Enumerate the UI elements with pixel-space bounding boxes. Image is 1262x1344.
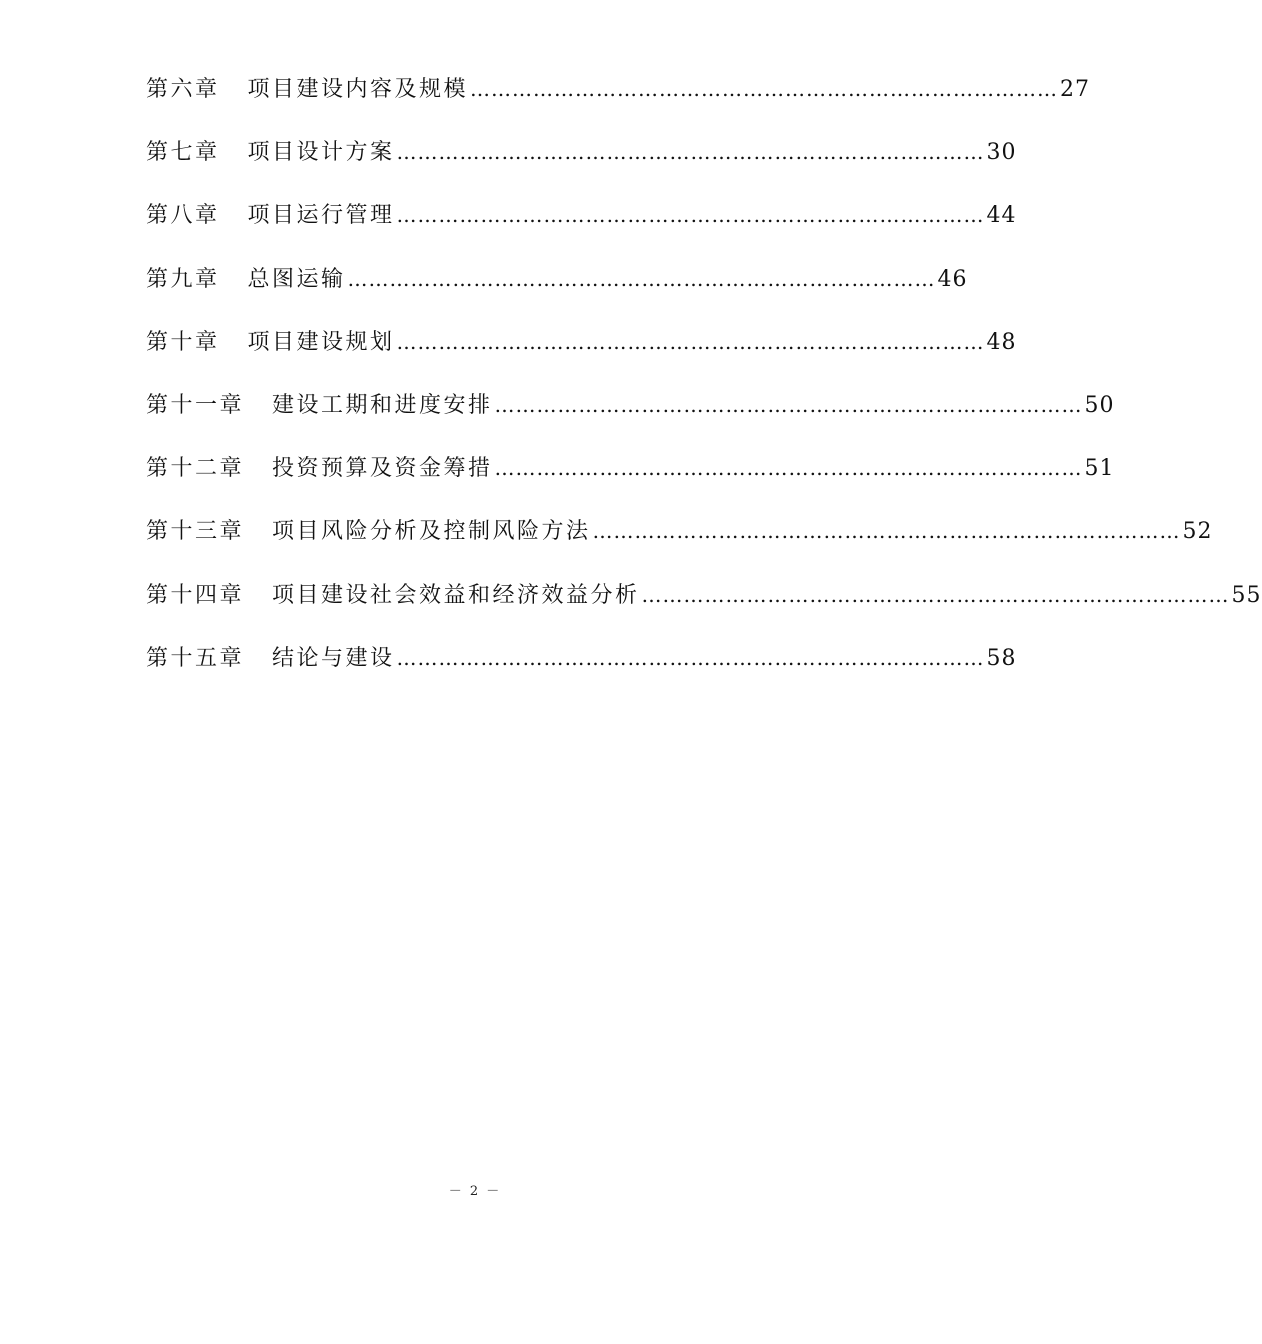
toc-page-number: 30: [986, 140, 1017, 166]
toc-chapter-number: 第十章: [146, 329, 220, 355]
toc-entry[interactable]: [146, 573, 1262, 636]
toc-page-number: 58: [986, 645, 1017, 671]
toc-entry[interactable]: [146, 446, 1115, 509]
toc-dot-leader: …………………………………………………………………………: [396, 645, 985, 670]
table-of-contents: [146, 67, 1262, 699]
toc-dot-leader: …………………………………………………………………………: [641, 582, 1230, 607]
toc-chapter-number: 第十一章: [146, 392, 245, 418]
toc-dot-leader: …………………………………………………………………………: [494, 456, 1083, 481]
toc-entry[interactable]: [146, 320, 1017, 383]
toc-page-number: 48: [986, 329, 1017, 355]
toc-entry[interactable]: [146, 193, 1017, 256]
toc-entry[interactable]: [146, 383, 1115, 446]
toc-chapter-title: 项目建设社会效益和经济效益分析: [272, 582, 640, 608]
toc-chapter-title: 投资预算及资金筹措: [272, 456, 493, 482]
toc-page-number: 27: [1060, 77, 1091, 102]
toc-page-number: 50: [1084, 392, 1115, 418]
toc-dot-leader: …………………………………………………………………………: [494, 392, 1083, 417]
toc-chapter-number: 第十四章: [146, 582, 245, 608]
toc-dot-leader: …………………………………………………………………………: [592, 519, 1181, 544]
toc-entry[interactable]: [146, 67, 1091, 130]
toc-dot-leader: …………………………………………………………………………: [396, 203, 985, 228]
toc-page-number: 51: [1084, 456, 1115, 482]
toc-chapter-title: 项目设计方案: [247, 140, 395, 166]
toc-chapter-number: 第九章: [146, 266, 220, 292]
toc-chapter-number: 第六章: [146, 77, 220, 102]
toc-entry[interactable]: [146, 130, 1017, 193]
toc-entry[interactable]: [146, 509, 1213, 572]
toc-chapter-title: 项目建设内容及规模: [247, 77, 469, 102]
toc-chapter-number: 第八章: [146, 203, 220, 229]
toc-chapter-number: 第十二章: [146, 456, 245, 482]
toc-chapter-title: 总图运输: [247, 266, 346, 292]
toc-chapter-number: 第十五章: [146, 645, 245, 671]
toc-dot-leader: …………………………………………………………………………: [347, 266, 936, 291]
toc-dot-leader: …………………………………………………………………………: [396, 140, 985, 165]
toc-chapter-title: 项目建设规划: [247, 329, 395, 355]
toc-entry[interactable]: [146, 257, 968, 320]
toc-dot-leader: …………………………………………………………………………: [396, 329, 985, 354]
toc-entry[interactable]: [146, 636, 1017, 699]
toc-page-number: 52: [1182, 519, 1213, 545]
toc-chapter-number: 第七章: [146, 140, 220, 166]
page-number-footer: － 2 －: [448, 1184, 502, 1199]
toc-chapter-title: 建设工期和进度安排: [272, 392, 493, 418]
toc-dot-leader: …………………………………………………………………………: [470, 77, 1059, 101]
toc-page-number: 55: [1231, 582, 1262, 608]
toc-page-number: 46: [937, 266, 968, 292]
toc-chapter-title: 项目运行管理: [247, 203, 395, 229]
toc-page-number: 44: [986, 203, 1017, 229]
toc-chapter-title: 结论与建设: [272, 645, 395, 671]
toc-chapter-title: 项目风险分析及控制风险方法: [272, 519, 591, 545]
toc-chapter-number: 第十三章: [146, 519, 245, 545]
